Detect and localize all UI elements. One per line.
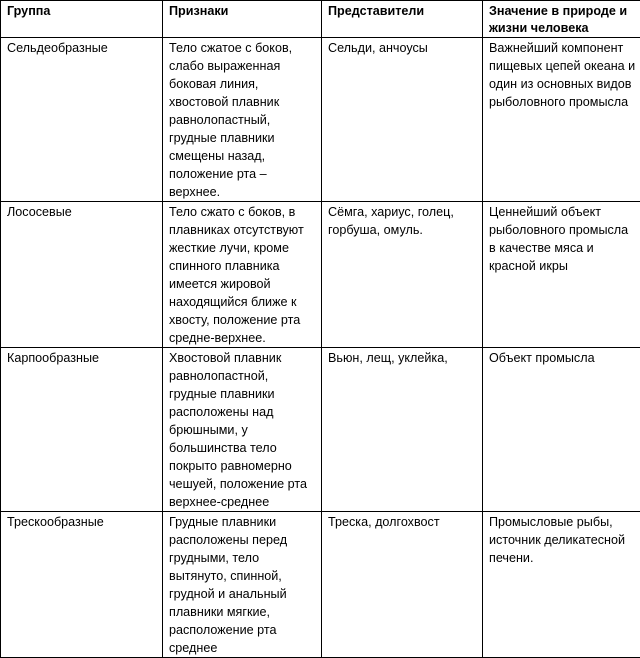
header-significance: Значение в природе и жизни человека [483,1,640,38]
cell-representatives [322,38,483,202]
features-text: Тело сжатое с боков, слабо выраженная боковая линия, хвостовой плавник равнолопастный, грудные плавники смещены назад, положение рта – верхнее. [169,39,317,201]
representatives-text: Треска, долгохвост [328,513,478,531]
cell-significance [483,38,640,202]
table-row [1,348,640,512]
cell-group [1,38,163,202]
table-row [1,202,640,348]
cell-representatives [322,202,483,348]
cell-significance [483,348,640,512]
cell-representatives [322,512,483,658]
cell-group [1,202,163,348]
group-name: Трескообразные [7,513,158,531]
features-text: Тело сжато с боков, в плавниках отсутствуют жесткие лучи, кроме спинного плавника имеется жировой находящийся ближе к хвосту, положение рта средне-верхнее. [169,203,317,347]
table-header-row [1,1,640,38]
significance-text: Ценнейший объект рыболовного промысла в качестве мяса и красной икры [489,203,636,275]
cell-significance [483,512,640,658]
cell-significance [483,202,640,348]
features-text: Хвостовой плавник равнолопастной, грудные плавники расположены над брюшными, у большинства тело покрыто равномерно чешуей, положение рта верхнее-среднее [169,349,317,511]
cell-features [163,38,322,202]
cell-group [1,512,163,658]
cell-features [163,348,322,512]
group-name: Лососевые [7,203,158,221]
significance-text: Объект промысла [489,349,636,367]
header-group: Группа [1,1,163,38]
significance-text: Важнейший компонент пищевых цепей океана и один из основных видов рыболовного промысла [489,39,636,111]
representatives-text: Сельди, анчоусы [328,39,478,57]
group-name: Сельдеобразные [7,39,158,57]
cell-features [163,202,322,348]
representatives-text: Сёмга, хариус, голец, горбуша, омуль. [328,203,478,239]
cell-features [163,512,322,658]
significance-text: Промысловые рыбы, источник деликатесной печени. [489,513,636,567]
representatives-text: Вьюн, лещ, уклейка, [328,349,478,367]
cell-group [1,348,163,512]
cell-representatives [322,348,483,512]
header-features: Признаки [163,1,322,38]
features-text: Грудные плавники расположены перед грудными, тело вытянуто, спинной, грудной и анальный плавники мягкие, расположение рта среднее [169,513,317,657]
group-name: Карпообразные [7,349,158,367]
table-row [1,38,640,202]
header-representatives: Представители [322,1,483,38]
table-row [1,512,640,658]
